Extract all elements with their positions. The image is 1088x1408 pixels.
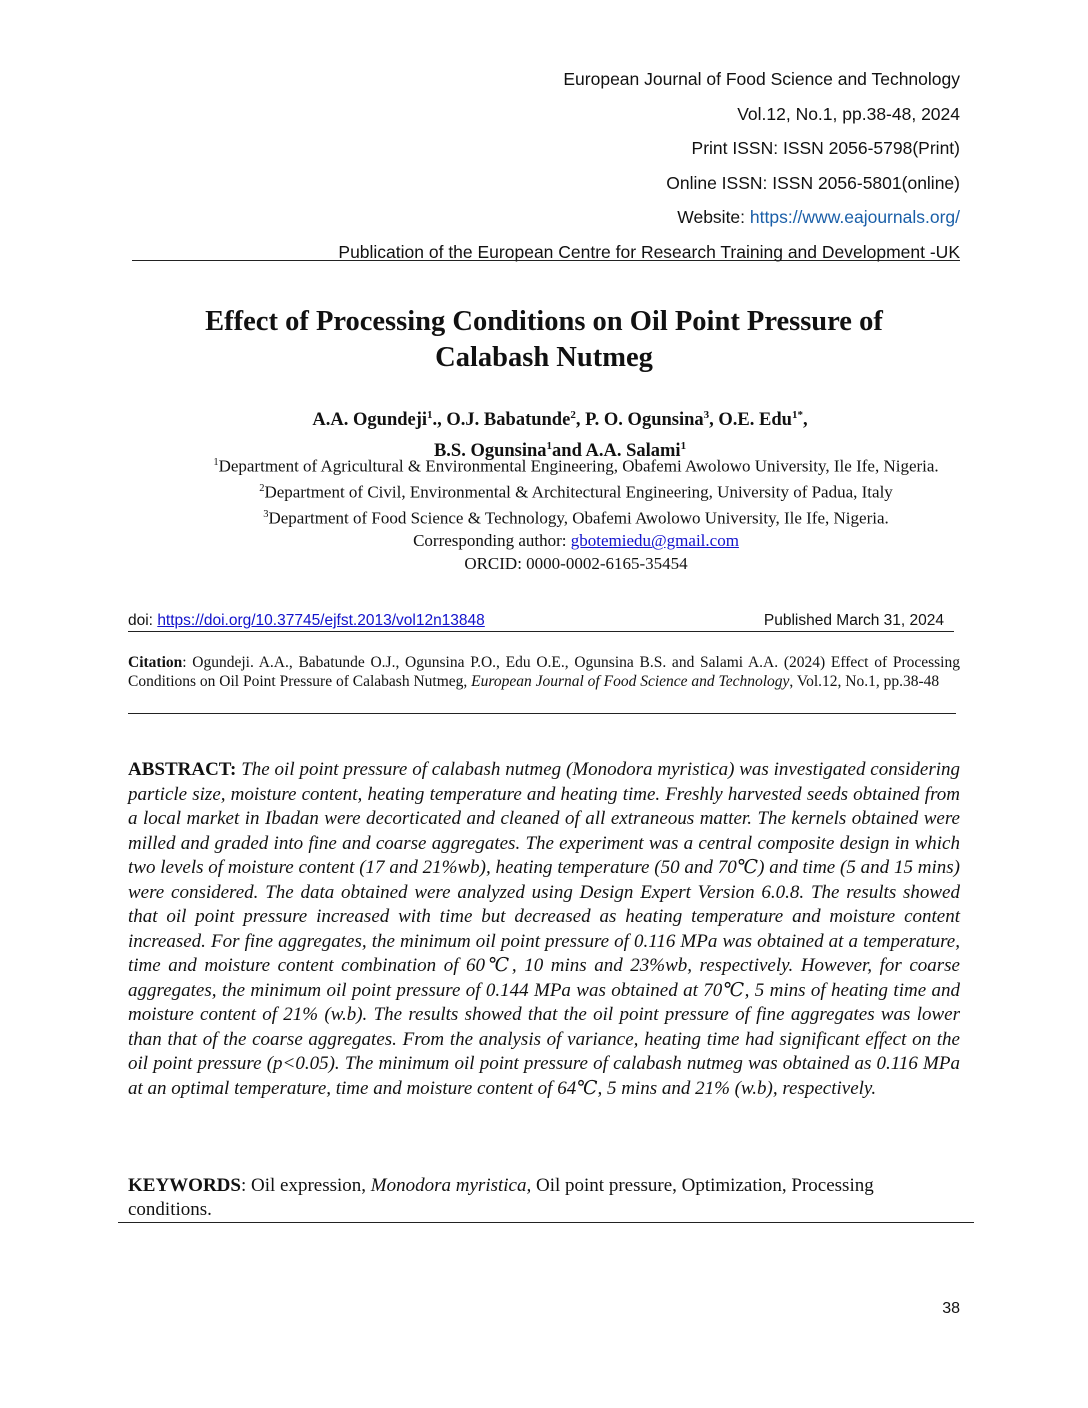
doi-link[interactable]: https://doi.org/10.37745/ejfst.2013/vol12n13848	[157, 612, 485, 629]
abstract	[128, 758, 960, 1101]
journal-name: European Journal of Food Science and Technology	[563, 69, 960, 89]
print-issn: Print ISSN: ISSN 2056-5798(Print)	[691, 138, 960, 158]
author-name: P. O. Ogunsina	[585, 410, 704, 431]
affiliation-2	[196, 478, 956, 504]
author-affil-mark: 1	[680, 440, 687, 453]
keywords-italic: Monodora myristica,	[370, 1175, 532, 1196]
doi-row	[128, 610, 954, 632]
paper-title	[100, 304, 988, 376]
website-label: Website:	[677, 207, 750, 227]
doi-divider	[128, 631, 954, 632]
keywords-divider	[118, 1222, 974, 1223]
citation-text: : Ogundeji. A.A., Babatunde O.J., Ogunsina P.O., Edu O.E., Ogunsina B.S. and Salami A.A. (2024) Effect of Processing Conditions on Oil Point Pressure of Calabash Nutmeg,	[128, 654, 960, 690]
journal-volume: Vol.12, No.1, pp.38-48, 2024	[737, 103, 960, 124]
citation-journal: European Journal of Food Science and Technology	[471, 672, 790, 690]
corresponding-author	[196, 530, 956, 553]
published-date: Published March 31, 2024	[763, 612, 944, 629]
online-issn: Online ISSN: ISSN 2056-5801(online)	[666, 172, 960, 193]
author-separator: .,	[432, 410, 447, 431]
title-line-1: Effect of Processing Conditions on Oil Point Pressure of	[205, 306, 883, 337]
website-line	[338, 200, 960, 235]
author-name: A.A. Ogundeji	[312, 410, 428, 431]
publisher-line: Publication of the European Centre for Research Training and Development -UK	[338, 241, 960, 262]
author-affil-mark: 1	[546, 440, 553, 453]
author-affil-mark: 2	[570, 409, 576, 421]
citation-label: Citation	[128, 654, 183, 671]
citation	[128, 654, 960, 691]
keywords-label: KEYWORDS	[128, 1175, 241, 1196]
keywords-text-rest: Oil point pressure, Optimization, Processing conditions.	[128, 1175, 874, 1220]
author-separator: ,	[802, 410, 808, 431]
affiliation-mark: 1	[213, 457, 219, 468]
author-name: B.S. Ogunsina	[433, 441, 547, 462]
orcid: ORCID: 0000-0002-6165-35454	[464, 553, 688, 573]
doi-label: doi:	[128, 612, 158, 629]
corresponding-email-link[interactable]: gbotemiedu@gmail.com	[570, 531, 739, 551]
author-separator: ,	[575, 410, 586, 431]
affiliation-1	[196, 452, 956, 478]
journal-header	[338, 62, 960, 269]
keywords-text: : Oil expression,	[240, 1175, 371, 1196]
author-affil-mark: 1*	[791, 409, 803, 421]
affiliation-mark: 2	[259, 483, 265, 495]
citation-divider	[128, 713, 956, 714]
keywords	[128, 1174, 960, 1222]
author-separator: and	[552, 441, 586, 462]
affiliation-text: Department of Agricultural & Environmental Engineering, Obafemi Awolowo University, Ile Ife, Nigeria.	[218, 456, 939, 476]
affiliation-text: Department of Food Science & Technology, Obafemi Awolowo University, Ile Ife, Nigeria.	[268, 508, 889, 528]
affiliation-mark: 3	[263, 509, 269, 521]
author-name: O.J. Babatunde	[446, 410, 571, 431]
author-name: A.A. Salami	[585, 441, 681, 462]
website-link[interactable]: https://www.eajournals.org/	[749, 207, 960, 227]
abstract-text: The oil point pressure of calabash nutmeg (Monodora myristica) was investigated considering particle size, moisture content, heating temperature and heating time. Freshly harvested seeds obtained from a local market in Ibadan were decorticated and cleaned of all extraneous matter. The kernels obtained were milled and graded into fine and coarse aggregates. The experiment was a central composite design in which two levels of moisture content (17 and 21%wb), heating temperature (50 and 70℃) and time (5 and 15 mins) were considered. The data obtained were analyzed using Design Expert Version 6.0.8. The results showed that oil point pressure increased with time but decreased as heating temperature and moisture content increased. For fine aggregates, the minimum oil point pressure of 0.116 MPa was obtained at a temperature, time and moisture content combination of 60℃, 10 mins and 23%wb, respectively. However, for coarse aggregates, the minimum oil point pressure of 0.144 MPa was obtained at 70℃, 5 mins of heating time and moisture content of 21% (w.b). The results showed that the oil point pressure of fine aggregates was lower than that of the coarse aggregates. From the analysis of variance, heating time had significant effect on the oil point pressure (p<0.05). The minimum oil point pressure of calabash nutmeg was obtained as 0.116 MPa at an optimal temperature, time and moisture content of 64℃, 5 mins and 21% (w.b), respectively.	[128, 759, 960, 1099]
affiliation-3	[196, 504, 956, 530]
title-line-2: Calabash Nutmeg	[435, 342, 653, 373]
author-affil-mark: 1	[427, 409, 433, 421]
abstract-label: ABSTRACT:	[128, 759, 237, 780]
citation-details: , Vol.12, No.1, pp.38-48	[789, 672, 940, 690]
author-name: O.E. Edu	[718, 410, 792, 431]
header-divider	[132, 260, 960, 261]
affiliations	[196, 452, 956, 575]
author-separator: ,	[709, 410, 719, 431]
affiliation-text: Department of Civil, Environmental & Architectural Engineering, University of Padua, Italy	[264, 482, 893, 502]
author-affil-mark: 3	[703, 409, 710, 421]
page-number: 38	[942, 1300, 960, 1317]
corresponding-label: Corresponding author:	[413, 531, 571, 551]
